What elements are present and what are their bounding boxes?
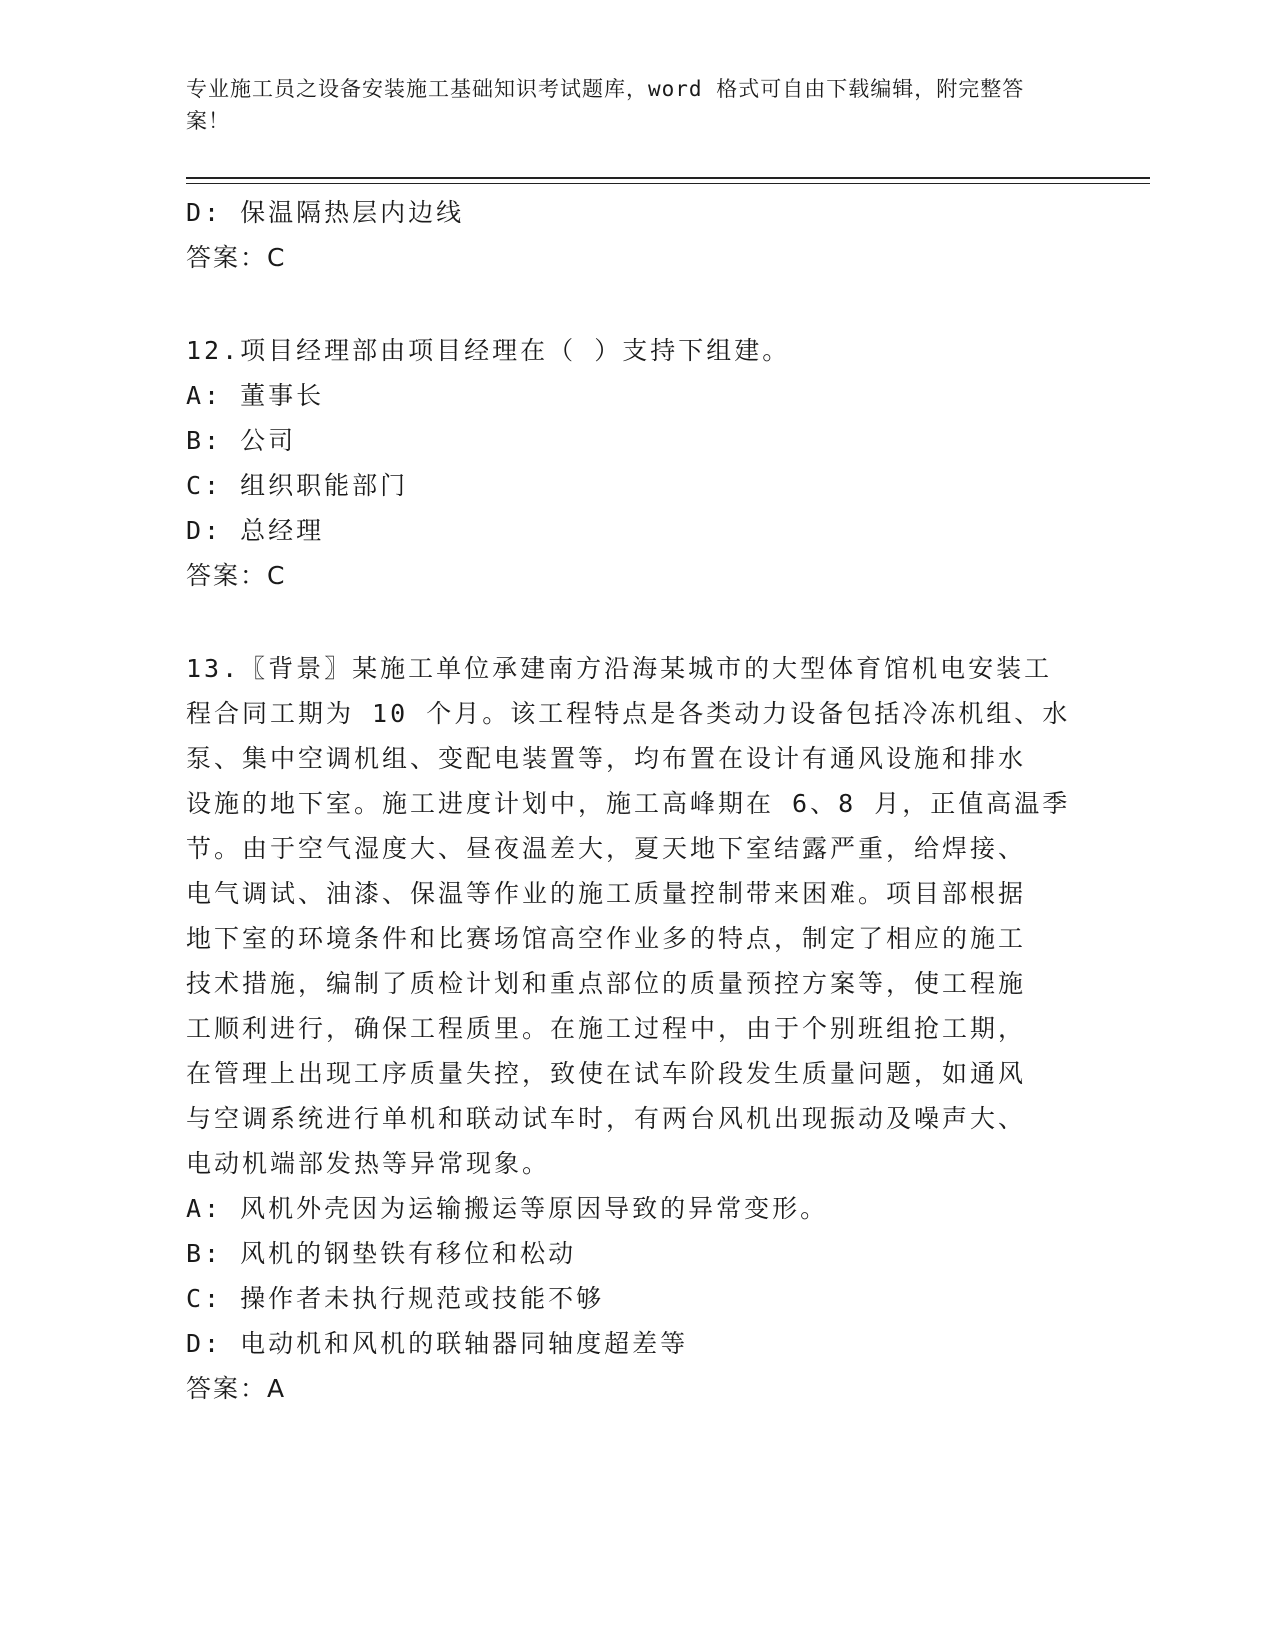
answer-line: 答案：C bbox=[186, 561, 287, 590]
question-spacer bbox=[186, 598, 1066, 646]
option-c: C: 操作者未执行规范或技能不够 bbox=[186, 1284, 605, 1313]
stem-line: 电气调试、油漆、保温等作业的施工质量控制带来困难。项目部根据 bbox=[186, 879, 1027, 908]
question-stem: 12.项目经理部由项目经理在（ ）支持下组建。 bbox=[186, 336, 791, 365]
option-d: D: 总经理 bbox=[186, 516, 325, 545]
option-b: B: 风机的钢垫铁有移位和松动 bbox=[186, 1239, 577, 1268]
option-a: A: 董事长 bbox=[186, 381, 325, 410]
stem-line: 13.〖背景〗某施工单位承建南方沿海某城市的大型体育馆机电安装工 bbox=[186, 654, 1053, 683]
header-rule-thin bbox=[186, 183, 1150, 184]
option-a: A: 风机外壳因为运输搬运等原因导致的异常变形。 bbox=[186, 1194, 829, 1223]
header-rule-thick bbox=[186, 177, 1150, 179]
stem-line: 程合同工期为 10 个月。该工程特点是各类动力设备包括冷冻机组、水 bbox=[186, 699, 1071, 728]
answer-line: 答案：A bbox=[186, 1374, 287, 1403]
stem-line: 节。由于空气湿度大、昼夜温差大，夏天地下室结露严重，给焊接、 bbox=[186, 834, 1027, 863]
answer-line: 答案：C bbox=[186, 243, 287, 272]
question-stem bbox=[186, 646, 1071, 1186]
option-d: D: 电动机和风机的联轴器同轴度超差等 bbox=[186, 1329, 689, 1358]
question-spacer bbox=[186, 280, 1066, 328]
option-d: D: 保温隔热层内边线 bbox=[186, 198, 465, 227]
question-12 bbox=[186, 328, 1066, 598]
page-header: 专业施工员之设备安装施工基础知识考试题库，word 格式可自由下载编辑，附完整答案！ bbox=[186, 77, 1025, 133]
stem-line: 电动机端部发热等异常现象。 bbox=[186, 1149, 551, 1178]
stem-line: 在管理上出现工序质量失控，致使在试车阶段发生质量问题，如通风 bbox=[186, 1059, 1027, 1088]
stem-line: 设施的地下室。施工进度计划中，施工高峰期在 6、8 月，正值高温季 bbox=[186, 789, 1071, 818]
question-13 bbox=[186, 646, 1071, 1411]
stem-line: 技术措施，编制了质检计划和重点部位的质量预控方案等，使工程施 bbox=[186, 969, 1027, 998]
option-b: B: 公司 bbox=[186, 426, 297, 455]
stem-line: 泵、集中空调机组、变配电装置等，均布置在设计有通风设施和排水 bbox=[186, 744, 1027, 773]
prev-question-tail bbox=[186, 190, 1066, 280]
stem-line: 与空调系统进行单机和联动试车时，有两台风机出现振动及噪声大、 bbox=[186, 1104, 1027, 1133]
stem-line: 工顺利进行，确保工程质里。在施工过程中，由于个别班组抢工期， bbox=[186, 1014, 1027, 1043]
document-content bbox=[186, 190, 1071, 1411]
option-c: C: 组织职能部门 bbox=[186, 471, 409, 500]
stem-line: 地下室的环境条件和比赛场馆高空作业多的特点，制定了相应的施工 bbox=[186, 924, 1027, 953]
